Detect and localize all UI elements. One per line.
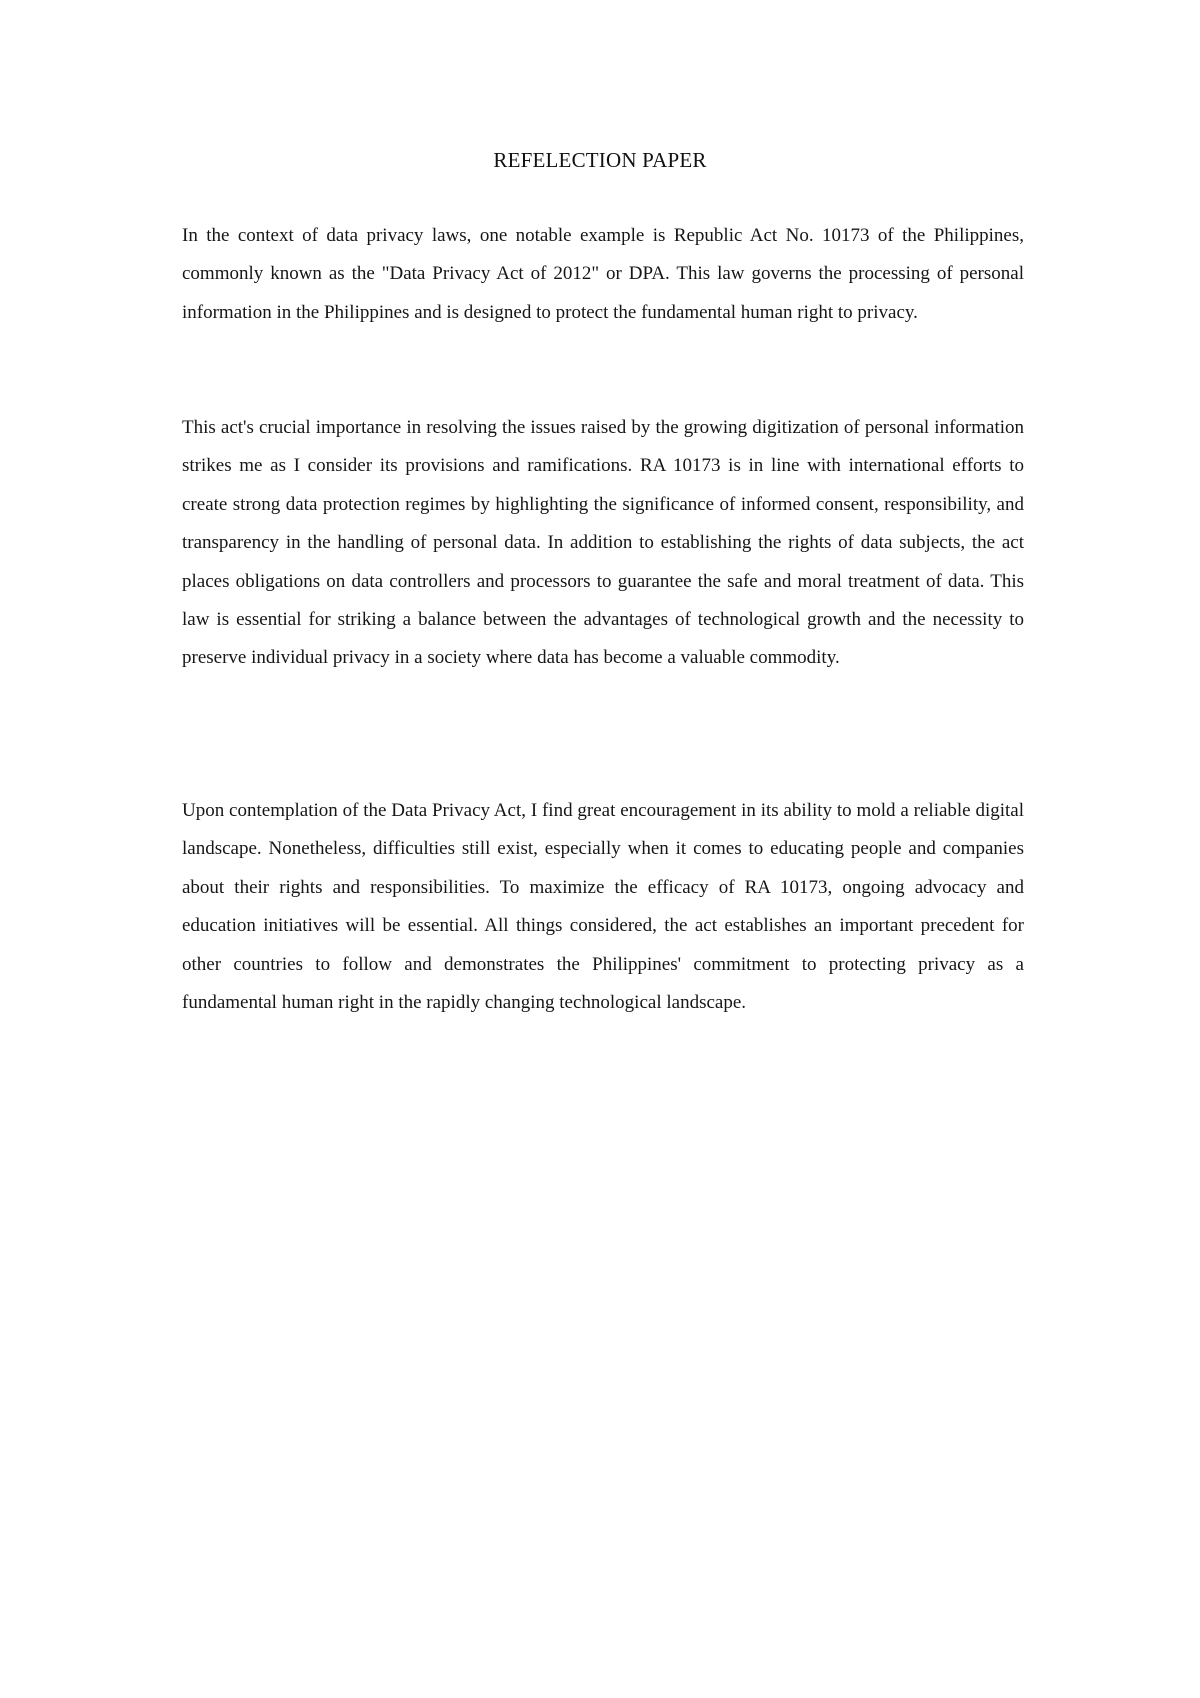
- page-title: REFELECTION PAPER: [493, 148, 707, 172]
- paragraph-3: Upon contemplation of the Data Privacy Act, I find great encouragement in its ability to mold a reliable digital landscape. Nonetheless, difficulties still exist, especially when it comes to educating people and companies about their rights and responsibilities. To maximize the efficacy of RA 10173, ongoing advocacy and education initiatives will be essential. All things considered, the act establishes an important precedent for other countries to follow and demonstrates the Philippines' commitment to protecting privacy as a fundamental human right in the rapidly changing technological landscape.: [182, 800, 1024, 1014]
- paragraph-1: In the context of data privacy laws, one notable example is Republic Act No. 10173 of the Philippines, commonly known as the "Data Privacy Act of 2012" or DPA. This law governs the processing of personal information in the Philippines and is designed to protect the fundamental human right to privacy.: [182, 225, 1024, 323]
- paragraph-2: This act's crucial importance in resolving the issues raised by the growing digitization of personal information strikes me as I consider its provisions and ramifications. RA 10173 is in line with international efforts to create strong data protection regimes by highlighting the significance of informed consent, responsibility, and transparency in the handling of personal data. In addition to establishing the rights of data subjects, the act places obligations on data controllers and processors to guarantee the safe and moral treatment of data. This law is essential for striking a balance between the advantages of technological growth and the necessity to preserve individual privacy in a society where data has become a valuable commodity.: [182, 417, 1024, 669]
